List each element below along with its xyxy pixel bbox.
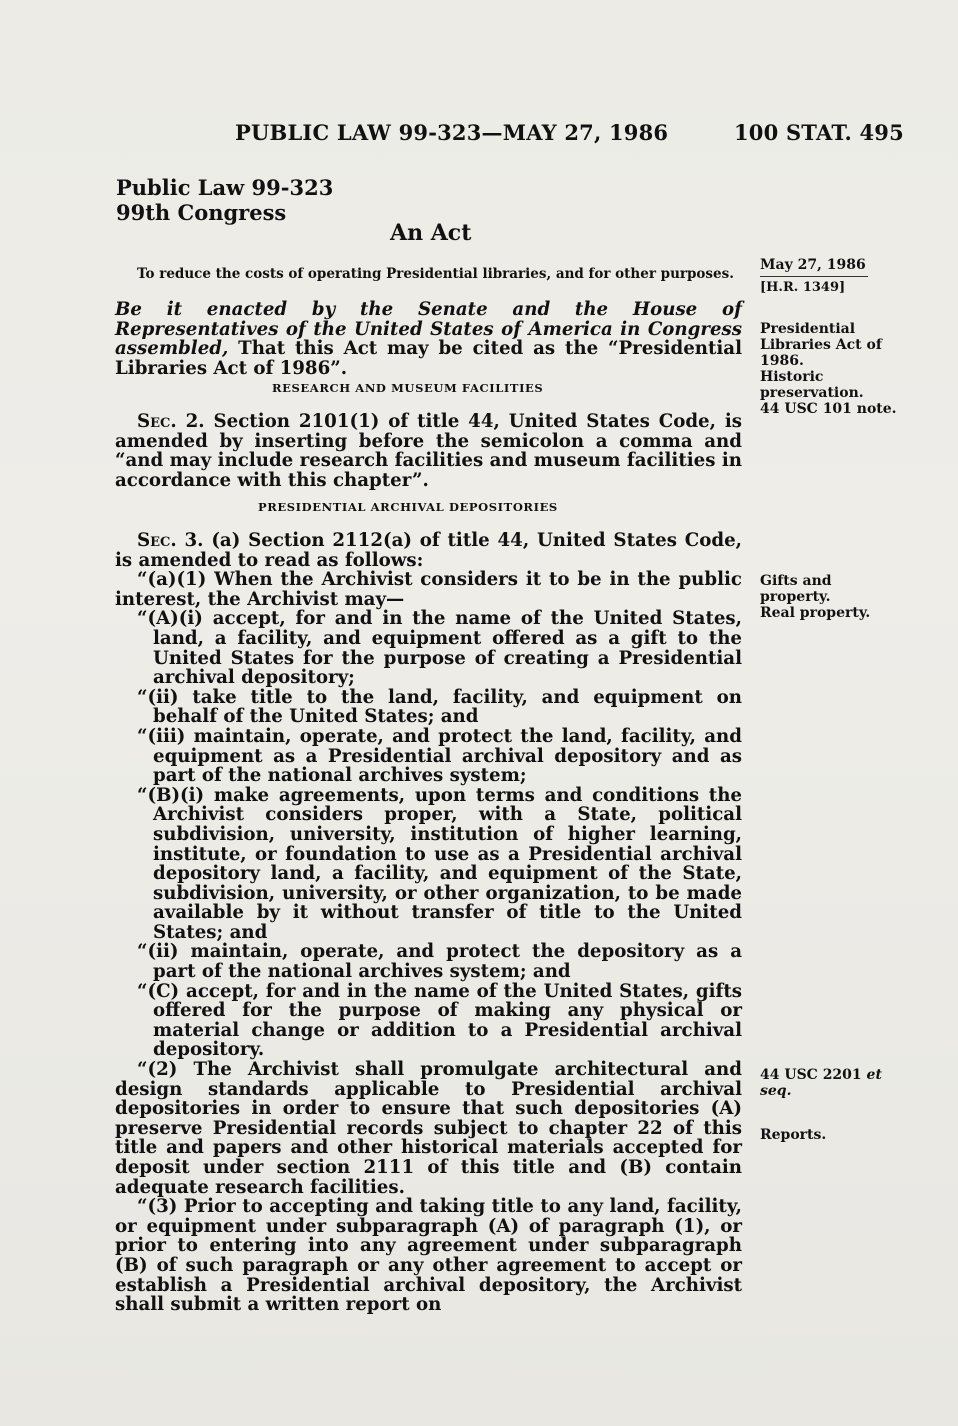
bill-number: [H.R. 1349] — [760, 280, 846, 295]
enactment-date: May 27, 1986 — [760, 257, 866, 273]
section-heading-depositories: PRESIDENTIAL ARCHIVAL DEPOSITORIES — [258, 500, 558, 514]
section-3 — [115, 531, 742, 1315]
paragraph-3: “(3) Prior to accepting and taking title to any land, facility, or equipment under subparagraph (A) of paragraph (1), or prior to entering into any agreement under subparagraph (B) of such paragraph or any other agreement to accept or establish a Presidential archival depository, the Archivist shall submit a written report on — [115, 1196, 742, 1316]
margin-note-gifts — [760, 573, 870, 621]
margin-line: 44 USC 2201 — [760, 1067, 862, 1083]
section-heading-research: RESEARCH AND MUSEUM FACILITIES — [272, 381, 544, 395]
margin-line: 44 USC 101 note. — [760, 401, 897, 417]
short-title-text: That this Act may be cited as the “Presidential Libraries Act of 1986”. — [115, 338, 742, 379]
section-3-label: Sec. 3. — [137, 530, 204, 551]
margin-line: preservation. — [760, 385, 864, 401]
margin-line: Libraries Act of — [760, 337, 882, 353]
margin-italic: seq. — [760, 1083, 792, 1099]
section-3-intro-text: (a) Section 2112(a) of title 44, United States Code, is amended to read as follows: — [115, 530, 742, 571]
clause-a-iii: “(iii) maintain, operate, and protect the land, facility, and equipment as a Presidential archival depository and as part of the national archives system; — [137, 725, 742, 787]
enacting-formula: Be it enacted by the Senate and the House of Representatives of the United States of America in Congress assembled, — [115, 299, 742, 360]
margin-line: Gifts and — [760, 573, 832, 589]
clause-b-i: “(B)(i) make agreements, upon terms and conditions the Archivist considers proper, with a State, political subdivision, university, institution of higher learning, institute, or foundation to use as a Presidential archival depository land, a facility, and equipment of the State, subdivision, university, or other organization, to be made available by it without transfer of title to the United States; and — [137, 784, 742, 943]
statute-citation: 100 STAT. 495 — [734, 120, 904, 145]
act-purpose: To reduce the costs of operating Presidential libraries, and for other purposes. — [137, 266, 734, 282]
enacting-clause — [115, 300, 742, 378]
clause-a-i: “(A)(i) accept, for and in the name of the United States, land, a facility, and equipment offered as a gift to the United States for the purpose of creating a Presidential archival depository; — [137, 608, 742, 689]
margin-italic: et — [866, 1067, 882, 1083]
section-3-intro — [115, 531, 742, 570]
margin-note-reports: Reports. — [760, 1127, 827, 1143]
margin-note-date — [760, 257, 868, 296]
margin-rule — [760, 276, 868, 277]
margin-line: property. — [760, 589, 831, 605]
margin-line: Historic — [760, 369, 824, 385]
paragraph-2: “(2) The Archivist shall promulgate architectural and design standards applicable to Presidential archival depositories in order to ensure that such depositories (A) preserve Presidential records subject to chapter 22 of this title and papers and other historical materials accepted for deposit under section 2111 of this title and (B) contain adequate research facilities. — [115, 1059, 742, 1198]
clause-b-ii: “(ii) maintain, operate, and protect the depository as a part of the national archives system; and — [137, 941, 742, 983]
congress-number: 99th Congress — [116, 200, 287, 225]
margin-note-short-title — [760, 321, 897, 417]
margin-line: Presidential — [760, 321, 856, 337]
section-2-label: Sec. 2. — [137, 411, 205, 432]
margin-note-usc — [760, 1067, 882, 1099]
clause-c: “(C) accept, for and in the name of the United States, gifts offered for the purpose of making any physical or material change or addition to a Presidential archival depository. — [137, 980, 742, 1061]
public-law-number: Public Law 99-323 — [116, 175, 334, 200]
paragraph-a1: “(a)(1) When the Archivist considers it to be in the public interest, the Archivist may— — [115, 569, 742, 610]
margin-line: Real property. — [760, 605, 871, 621]
law-identifier — [116, 175, 333, 225]
margin-line: 1986. — [760, 353, 804, 369]
clause-a-ii: “(ii) take title to the land, facility, and equipment on behalf of the United States; and — [137, 686, 742, 728]
running-title: PUBLIC LAW 99-323—MAY 27, 1986 — [235, 120, 669, 145]
section-2 — [115, 412, 742, 490]
an-act-title: An Act — [390, 220, 472, 246]
section-2-text: Section 2101(1) of title 44, United States Code, is amended by inserting before the semicolon a comma and “and may include research facilities and museum facilities in accordance with this chapter”. — [115, 411, 742, 491]
